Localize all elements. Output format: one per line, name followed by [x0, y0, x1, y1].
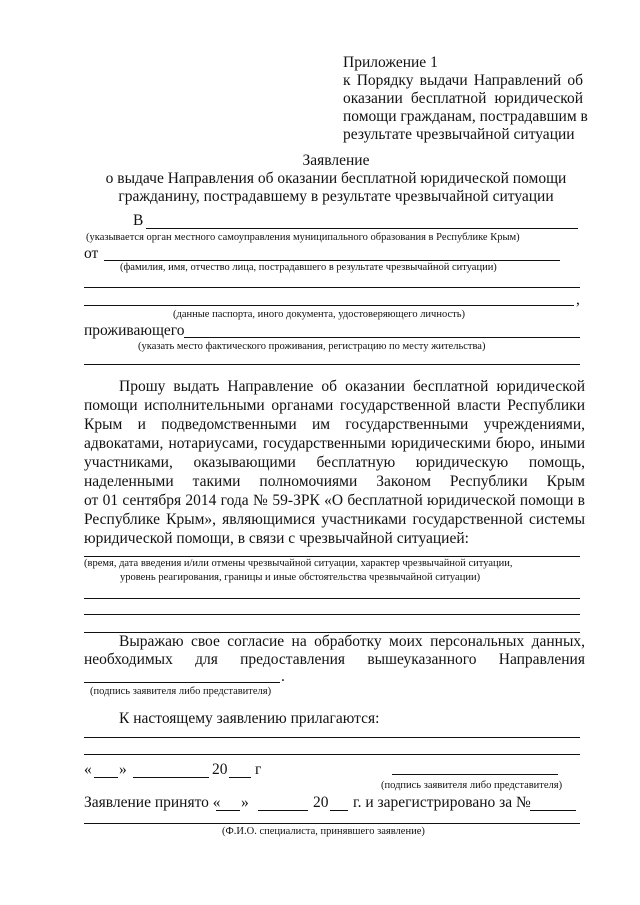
consent-signature-hint: (подпись заявителя либо представителя)	[90, 686, 272, 697]
consent-signature-line[interactable]	[84, 682, 280, 683]
acceptance-prefix: Заявление принято «	[84, 794, 221, 811]
emergency-hint-2: уровень реагирования, границы и иные обстоятельства чрезвычайной ситуации)	[120, 572, 481, 583]
residence-hint: (указать место фактического проживания, регистрацию по месту жительства)	[138, 341, 486, 352]
residence-line-2[interactable]	[84, 364, 580, 365]
consent-period: .	[281, 668, 285, 685]
emergency-hint-1: (время, дата введения и/или отмены чрезвычайной ситуации, характер чрезвычайной ситуации,	[84, 558, 513, 569]
request-line-3: Крым и подведомственными им государственными учреждениями,	[84, 416, 585, 433]
date-signature-hint: (подпись заявителя либо представителя)	[381, 780, 563, 791]
request-line-4: адвокатами, нотариусами, государственными юридическими бюро, иными	[84, 435, 585, 452]
date-day-field[interactable]	[94, 777, 118, 778]
document-title-line-1: о выдаче Направления об оказании бесплатной юридической помощи	[105, 170, 567, 187]
request-line-8: Республике Крым», являющимися участниками государственной системы	[84, 511, 585, 528]
to-prefix: В	[133, 212, 144, 229]
date-month-field[interactable]	[133, 777, 209, 778]
emergency-line-2[interactable]	[84, 598, 580, 599]
emergency-line-3[interactable]	[84, 614, 580, 615]
acceptance-number-field[interactable]	[530, 810, 576, 811]
request-line-1: Прошу выдать Направление об оказании бесплатной юридической	[119, 378, 585, 395]
request-line-9: юридической помощи, в связи с чрезвычайной ситуацией:	[84, 530, 469, 547]
passport-line-1[interactable]	[84, 287, 580, 288]
acceptance-close-quote: »	[241, 794, 249, 811]
residence-prefix: проживающего	[84, 322, 185, 339]
appendix-line-1: Приложение 1	[343, 54, 438, 71]
date-signature-line[interactable]	[392, 774, 558, 775]
acceptance-registered: г. и зарегистрировано за №	[353, 794, 531, 811]
consent-line-2: необходимых для предоставления вышеуказанного Направления	[84, 651, 585, 668]
to-field-line[interactable]	[146, 228, 578, 229]
date-year-field[interactable]	[229, 777, 251, 778]
acceptance-year-prefix: 20	[313, 794, 329, 811]
appendix-line-3: оказании бесплатной юридической	[343, 90, 583, 107]
date-year-prefix: 20	[212, 761, 228, 778]
request-line-5: участниками, оказывающими бесплатную юридическую помощь,	[84, 454, 585, 471]
request-line-6: наделенными такими полномочиями Законом Республики Крым	[84, 473, 585, 490]
specialist-line[interactable]	[84, 823, 580, 824]
document-title-line-2: гражданину, пострадавшему в результате чрезвычайной ситуации	[118, 188, 554, 205]
request-line-2: помощи исполнительными органами государственной власти Республики	[84, 397, 585, 414]
to-field-hint: (указывается орган местного самоуправления муниципального образования в Республике Крым)	[86, 232, 520, 243]
appendix-line-2: к Порядку выдачи Направлений об	[343, 72, 583, 89]
passport-hint: (данные паспорта, иного документа, удостоверяющего личность)	[173, 309, 465, 320]
from-field-line[interactable]	[104, 260, 560, 261]
date-year-suffix: г	[255, 761, 262, 778]
passport-comma: ,	[576, 291, 580, 308]
appendix-line-4: помощи гражданам, пострадавшим в	[343, 108, 588, 125]
emergency-line-1[interactable]	[84, 556, 580, 557]
appendix-line-5: результате чрезвычайной ситуации	[343, 126, 575, 143]
consent-line-1: Выражаю свое согласие на обработку моих персональных данных,	[119, 633, 585, 650]
acceptance-year-field[interactable]	[330, 810, 348, 811]
specialist-hint: (Ф.И.О. специалиста, принявшего заявление)	[222, 826, 425, 837]
from-field-hint: (фамилия, имя, отчество лица, пострадавшего в результате чрезвычайной ситуации)	[120, 262, 497, 273]
date-close-quote: »	[119, 761, 127, 778]
passport-line-2[interactable]	[84, 305, 574, 306]
residence-field-line[interactable]	[184, 337, 580, 338]
acceptance-month-field[interactable]	[258, 810, 308, 811]
acceptance-day-field[interactable]	[216, 810, 240, 811]
attachments-line-1[interactable]	[84, 737, 580, 738]
attachments-label: К настоящему заявлению прилагаются:	[119, 710, 380, 727]
request-line-7: от 01 сентября 2014 года № 59-ЗРК «О бесплатной юридической помощи в	[84, 492, 585, 509]
document-heading: Заявление	[302, 152, 370, 169]
attachments-line-2[interactable]	[84, 754, 580, 755]
from-prefix: от	[84, 245, 99, 262]
date-open-quote: «	[84, 761, 92, 778]
